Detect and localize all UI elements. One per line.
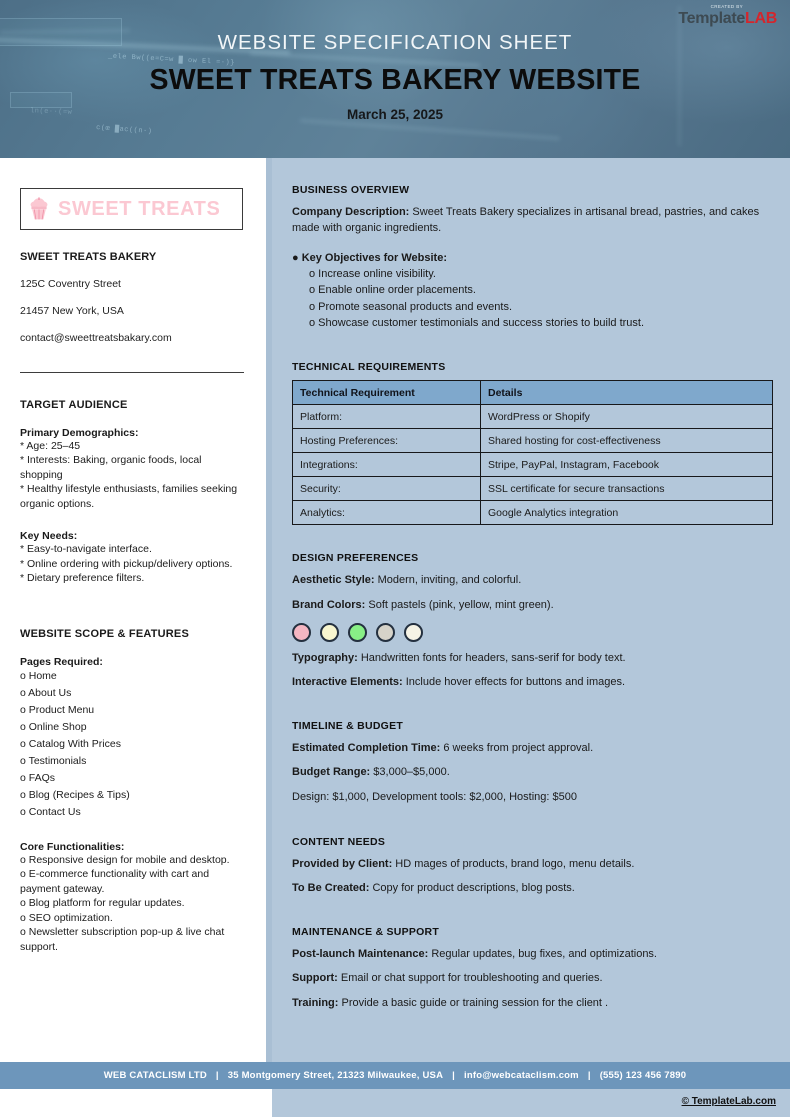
company-description: [292, 205, 772, 236]
company-description-label: Company Description:: [292, 206, 410, 218]
client-logo-box: [20, 188, 243, 230]
list-item: o Catalog With Prices: [20, 737, 121, 750]
client-email[interactable]: contact@sweettreatsbakary.com: [20, 332, 172, 344]
header-streak-decoration: [300, 119, 560, 140]
section-heading-target-audience: TARGET AUDIENCE: [20, 399, 128, 411]
list-item: o SEO optimization.: [20, 911, 113, 924]
section-heading-business-overview: BUSINESS OVERVIEW: [292, 184, 410, 196]
sidebar: [0, 158, 266, 1062]
typography-row: [292, 651, 772, 667]
training-row: [292, 996, 772, 1012]
completion-time-label: Estimated Completion Time:: [292, 741, 441, 754]
list-item: * Online ordering with pickup/delivery options.: [20, 557, 233, 570]
footer-address: 35 Montgomery Street, 21323 Milwaukee, USA: [227, 1070, 444, 1081]
color-swatch-green[interactable]: [348, 623, 367, 642]
cupcake-icon: [28, 197, 50, 221]
brand-colors-text: Soft pastels (pink, yellow, mint green).: [365, 598, 554, 611]
company-description-text: Sweet Treats Bakery specializes in artisanal bread, pastries, and cakes made with organic ingredients.: [292, 206, 760, 234]
table-column-header-details: Details: [481, 381, 773, 405]
footer-separator: |: [587, 1070, 591, 1081]
list-item: o Home: [20, 669, 57, 682]
list-item: o Responsive design for mobile and desktop.: [20, 853, 230, 866]
table-cell-details: Stripe, PayPal, Instagram, Facebook: [481, 453, 773, 477]
templatelab-word-template: Template: [678, 9, 746, 27]
table-row: [293, 429, 773, 453]
list-pages-required: [20, 668, 244, 821]
budget-range-label: Budget Range:: [292, 766, 371, 779]
training-label: Training:: [292, 996, 339, 1009]
footer-separator: |: [452, 1070, 455, 1081]
aesthetic-style-text: Modern, inviting, and colorful.: [374, 574, 522, 587]
list-item: o Blog (Recipes & Tips): [20, 788, 130, 801]
page-header-banner: [0, 0, 790, 158]
list-item: o Testimonials: [20, 754, 87, 767]
typography-text: Handwritten fonts for headers, sans-serif for body text.: [357, 651, 626, 664]
header-date: March 25, 2025: [346, 107, 444, 122]
client-address-line-2: 21457 New York, USA: [20, 305, 124, 317]
color-swatch-yellow[interactable]: [320, 623, 339, 642]
provided-by-client-label: Provided by Client:: [292, 857, 393, 870]
list-item: o Blog platform for regular updates.: [20, 897, 185, 910]
completion-time-row: [292, 741, 772, 757]
table-cell-details: SSL certificate for secure transactions: [481, 477, 773, 501]
list-item: o Online Shop: [20, 720, 87, 733]
section-heading-content-needs: CONTENT NEEDS: [292, 835, 386, 848]
to-be-created-label: To Be Created:: [292, 882, 370, 895]
provided-by-client-text: HD mages of products, brand logo, menu details.: [392, 857, 635, 870]
list-primary-demographics: [20, 439, 244, 511]
footer-contact-line: [104, 1070, 686, 1081]
list-item: * Interests: Baking, organic foods, local shopping: [20, 454, 202, 481]
table-cell-requirement: Analytics:: [293, 501, 481, 525]
label-key-needs: Key Needs:: [20, 530, 78, 543]
technical-requirements-table: [292, 380, 773, 525]
main-content: [272, 158, 790, 1062]
table-column-header-requirement: Technical Requirement: [293, 381, 481, 405]
templatelab-word-lab: LAB: [745, 9, 777, 27]
templatelab-logo[interactable]: [678, 5, 777, 27]
color-swatch-gray[interactable]: [376, 623, 395, 642]
aesthetic-style-row: [292, 573, 772, 589]
header-code-text: _ele Bw((e=C=w █ ow El =·)}: [107, 52, 236, 68]
budget-range-text: $3,000–$5,000.: [370, 766, 450, 779]
list-item: o Showcase customer testimonials and success stories to build trust.: [309, 317, 645, 330]
list-item: o Increase online visibility.: [309, 268, 436, 281]
to-be-created-row: [292, 881, 772, 897]
footer-separator: |: [215, 1070, 219, 1081]
client-company-name: SWEET TREATS BAKERY: [20, 251, 157, 263]
list-item: o E-commerce functionality with cart and payment gateway.: [20, 868, 210, 895]
training-text: Provide a basic guide or training session for the client .: [338, 996, 609, 1009]
footer-bar: [0, 1062, 790, 1089]
templatelab-credit-link[interactable]: © TemplateLab.com: [681, 1096, 776, 1107]
page-title: SWEET TREATS BAKERY WEBSITE: [149, 63, 641, 96]
interactive-elements-text: Include hover effects for buttons and images.: [402, 676, 626, 689]
typography-label: Typography:: [292, 651, 358, 664]
client-logo-text: SWEET TREATS: [58, 197, 221, 220]
sidebar-divider: [20, 372, 244, 373]
list-key-objectives: [292, 266, 772, 331]
table-cell-requirement: Platform:: [293, 405, 481, 429]
list-item: * Age: 25–45: [20, 440, 81, 452]
color-swatch-cream[interactable]: [404, 623, 423, 642]
section-heading-technical-requirements: TECHNICAL REQUIREMENTS: [292, 361, 446, 374]
table-header-row: [293, 381, 773, 405]
templatelab-wordmark: [678, 11, 777, 27]
list-item: o About Us: [20, 686, 72, 699]
post-launch-text: Regular updates, bug fixes, and optimizations.: [428, 947, 657, 960]
table-cell-requirement: Integrations:: [293, 453, 481, 477]
list-item: * Dietary preference filters.: [20, 572, 145, 585]
support-row: [292, 971, 772, 987]
list-item: o Enable online order placements.: [309, 284, 476, 297]
client-address-line-1: 125C Coventry Street: [20, 278, 121, 290]
templatelab-created-by-label: CREATED BY: [710, 4, 743, 9]
completion-time-text: 6 weeks from project approval.: [440, 741, 594, 754]
list-core-functionalities: [20, 853, 244, 954]
list-item: o Contact Us: [20, 805, 81, 818]
footer-email[interactable]: info@webcataclism.com: [464, 1070, 579, 1081]
list-item: o FAQs: [20, 771, 56, 784]
label-core-functionalities: Core Functionalities:: [20, 840, 125, 853]
brand-colors-row: [292, 598, 772, 614]
brand-colors-label: Brand Colors:: [292, 598, 366, 611]
header-supertitle: WEBSITE SPECIFICATION SHEET: [217, 31, 573, 54]
footer-phone: (555) 123 456 7890: [599, 1070, 687, 1081]
label-key-objectives: ● Key Objectives for Website:: [292, 252, 447, 265]
table-cell-requirement: Hosting Preferences:: [293, 429, 481, 453]
interactive-elements-row: [292, 675, 772, 691]
list-key-needs: [20, 542, 244, 585]
list-item: * Healthy lifestyle enthusiasts, families seeking organic options.: [20, 483, 238, 510]
section-heading-design-preferences: DESIGN PREFERENCES: [292, 552, 419, 565]
to-be-created-text: Copy for product descriptions, blog posts.: [369, 882, 575, 895]
post-launch-label: Post-launch Maintenance:: [292, 947, 429, 960]
table-row: [293, 453, 773, 477]
support-text: Email or chat support for troubleshooting and queries.: [337, 972, 603, 985]
support-label: Support:: [292, 972, 338, 985]
label-primary-demographics: Primary Demographics:: [20, 427, 139, 439]
table-cell-details: WordPress or Shopify: [481, 405, 773, 429]
table-cell-requirement: Security:: [293, 477, 481, 501]
table-row: [293, 405, 773, 429]
header-code-text: c(œ █ac((n·): [95, 124, 153, 136]
aesthetic-style-label: Aesthetic Style:: [292, 574, 375, 587]
list-item: o Product Menu: [20, 703, 95, 716]
color-swatch-pink[interactable]: [292, 623, 311, 642]
list-item: o Newsletter subscription pop-up & live chat support.: [20, 926, 225, 953]
label-pages-required: Pages Required:: [20, 655, 103, 668]
post-launch-row: [292, 947, 772, 963]
budget-breakdown: Design: $1,000, Development tools: $2,000, Hosting: $500: [292, 790, 577, 803]
footer-company: WEB CATACLISM LTD: [103, 1070, 207, 1081]
table-row: [293, 477, 773, 501]
list-item: o Promote seasonal products and events.: [309, 300, 513, 313]
section-heading-maintenance-support: MAINTENANCE & SUPPORT: [292, 925, 440, 938]
table-row: [293, 501, 773, 525]
list-item: * Easy-to-navigate interface.: [20, 543, 152, 556]
section-heading-website-scope: WEBSITE SCOPE & FEATURES: [20, 627, 189, 640]
budget-range-row: [292, 765, 772, 781]
table-cell-details: Google Analytics integration: [481, 501, 773, 525]
provided-by-client-row: [292, 857, 772, 873]
header-code-text: ln(e··(=w: [29, 107, 73, 117]
table-cell-details: Shared hosting for cost-effectiveness: [481, 429, 773, 453]
brand-color-swatches: [292, 623, 772, 642]
interactive-elements-label: Interactive Elements:: [292, 676, 403, 689]
section-heading-timeline-budget: TIMELINE & BUDGET: [292, 719, 403, 732]
